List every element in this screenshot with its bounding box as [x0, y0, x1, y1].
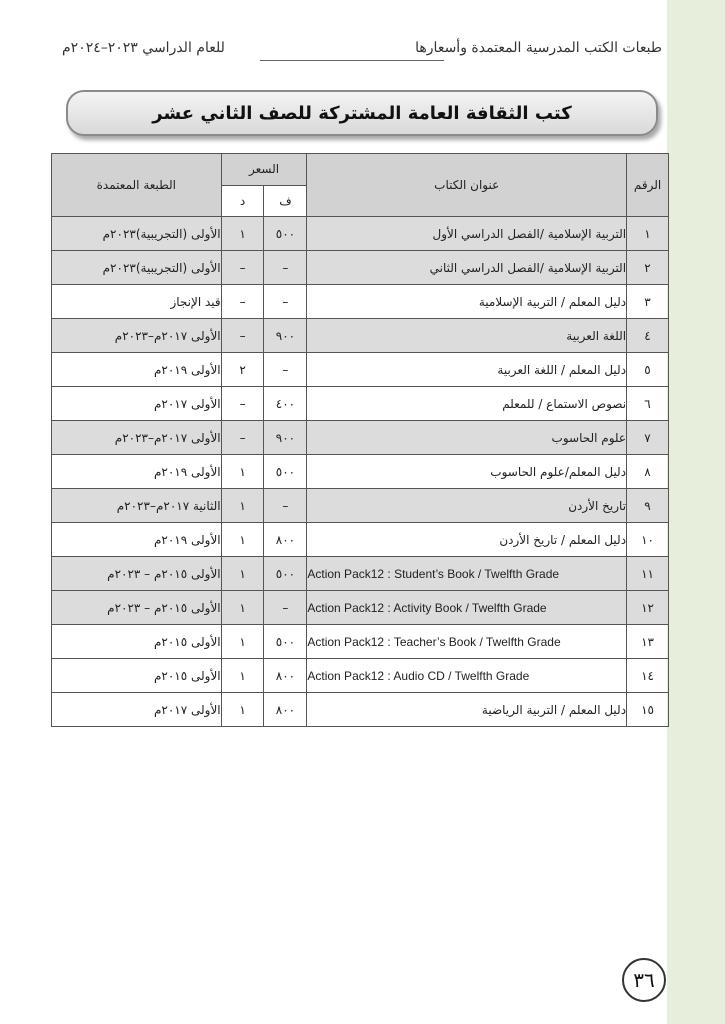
table-row [52, 217, 669, 251]
side-color-strip [667, 0, 725, 1024]
header-fils: ف [264, 185, 307, 217]
table-row [52, 659, 669, 693]
row-edition: الأولى ٢٠١٧م [52, 693, 222, 727]
header-edition: الطبعة المعتمدة [52, 154, 222, 217]
row-book-title: دليل المعلم / التربية الرياضية [307, 693, 627, 727]
header-book-title: عنوان الكتاب [307, 154, 627, 217]
row-price-fils: ٥٠٠ [264, 625, 307, 659]
row-book-title: نصوص الاستماع / للمعلم [307, 387, 627, 421]
table-row [52, 455, 669, 489]
row-edition: الأولى ٢٠١٥م – ٢٠٢٣م [52, 557, 222, 591]
row-book-title: دليل المعلم / تاريخ الأردن [307, 523, 627, 557]
section-title-box [66, 90, 658, 136]
row-book-title: Action Pack12 : Audio CD / Twelfth Grade [307, 659, 627, 693]
row-book-title: Action Pack12 : Activity Book / Twelfth Grade [307, 591, 627, 625]
table-row [52, 489, 669, 523]
row-book-title: التربية الإسلامية /الفصل الدراسي الثاني [307, 251, 627, 285]
running-header-year: للعام الدراسي ٢٠٢٣–٢٠٢٤م [62, 40, 225, 56]
row-price-dinar: ١ [221, 625, 264, 659]
page-number: ٣٦ [622, 958, 666, 1002]
row-number: ١٠ [627, 523, 669, 557]
row-number: ٩ [627, 489, 669, 523]
row-price-dinar: ١ [221, 557, 264, 591]
row-price-fils: ٩٠٠ [264, 319, 307, 353]
row-edition: الأولى ٢٠١٥م – ٢٠٢٣م [52, 591, 222, 625]
running-header-rule [260, 60, 444, 61]
row-price-dinar: ٢ [221, 353, 264, 387]
running-header [62, 40, 662, 62]
row-edition: قيد الإنجاز [52, 285, 222, 319]
row-price-fils: – [264, 251, 307, 285]
row-book-title: دليل المعلم/علوم الحاسوب [307, 455, 627, 489]
row-book-title: دليل المعلم / اللغة العربية [307, 353, 627, 387]
row-edition: الأولى ٢٠١٥م [52, 625, 222, 659]
row-edition: الأولى ٢٠١٥م [52, 659, 222, 693]
table-row [52, 693, 669, 727]
row-edition: الأولى ٢٠١٩م [52, 353, 222, 387]
table-row [52, 387, 669, 421]
table-row [52, 523, 669, 557]
row-number: ١٤ [627, 659, 669, 693]
table-row [52, 319, 669, 353]
table-row [52, 591, 669, 625]
row-price-fils: ٥٠٠ [264, 557, 307, 591]
row-price-fils: ٤٠٠ [264, 387, 307, 421]
row-price-dinar: ١ [221, 455, 264, 489]
header-dinar: د [221, 185, 264, 217]
row-price-dinar: ١ [221, 523, 264, 557]
row-number: ١٥ [627, 693, 669, 727]
header-price: السعر [221, 154, 307, 186]
table-row [52, 625, 669, 659]
section-title: كتب الثقافة العامة المشتركة للصف الثاني عشر [152, 102, 572, 124]
row-book-title: اللغة العربية [307, 319, 627, 353]
row-price-dinar: ١ [221, 217, 264, 251]
row-number: ٦ [627, 387, 669, 421]
row-edition: الأولى ٢٠١٧م–٢٠٢٣م [52, 421, 222, 455]
books-table [51, 153, 669, 727]
row-edition: الثانية ٢٠١٧م–٢٠٢٣م [52, 489, 222, 523]
row-price-fils: – [264, 285, 307, 319]
row-price-dinar: ١ [221, 591, 264, 625]
row-price-fils: – [264, 489, 307, 523]
running-header-title: طبعات الكتب المدرسية المعتمدة وأسعارها [415, 40, 662, 56]
row-book-title: Action Pack12 : Student’s Book / Twelfth Grade [307, 557, 627, 591]
row-number: ١ [627, 217, 669, 251]
row-price-dinar: – [221, 387, 264, 421]
row-number: ٣ [627, 285, 669, 319]
row-number: ٧ [627, 421, 669, 455]
table-row [52, 353, 669, 387]
table-row [52, 285, 669, 319]
row-price-fils: ٥٠٠ [264, 455, 307, 489]
row-price-dinar: – [221, 319, 264, 353]
row-edition: الأولى ٢٠١٩م [52, 523, 222, 557]
row-book-title: Action Pack12 : Teacher’s Book / Twelfth Grade [307, 625, 627, 659]
row-book-title: تاريخ الأردن [307, 489, 627, 523]
row-edition: الأولى ٢٠١٧م [52, 387, 222, 421]
row-edition: الأولى (التجريبية)٢٠٢٣م [52, 217, 222, 251]
row-number: ١٢ [627, 591, 669, 625]
row-price-fils: ٨٠٠ [264, 693, 307, 727]
row-book-title: التربية الإسلامية /الفصل الدراسي الأول [307, 217, 627, 251]
row-edition: الأولى ٢٠١٩م [52, 455, 222, 489]
row-price-dinar: ١ [221, 659, 264, 693]
row-edition: الأولى (التجريبية)٢٠٢٣م [52, 251, 222, 285]
row-number: ٢ [627, 251, 669, 285]
table-row [52, 421, 669, 455]
row-book-title: علوم الحاسوب [307, 421, 627, 455]
header-number: الرقم [627, 154, 669, 217]
row-price-fils: – [264, 353, 307, 387]
row-price-dinar: – [221, 421, 264, 455]
row-price-dinar: – [221, 251, 264, 285]
row-price-fils: ٥٠٠ [264, 217, 307, 251]
row-price-fils: – [264, 591, 307, 625]
row-price-dinar: ١ [221, 489, 264, 523]
row-price-fils: ٩٠٠ [264, 421, 307, 455]
row-price-fils: ٨٠٠ [264, 523, 307, 557]
row-price-dinar: ١ [221, 693, 264, 727]
table-row [52, 557, 669, 591]
row-number: ٤ [627, 319, 669, 353]
row-number: ٥ [627, 353, 669, 387]
row-number: ٨ [627, 455, 669, 489]
row-price-fils: ٨٠٠ [264, 659, 307, 693]
row-number: ١٣ [627, 625, 669, 659]
row-price-dinar: – [221, 285, 264, 319]
row-edition: الأولى ٢٠١٧م–٢٠٢٣م [52, 319, 222, 353]
table-row [52, 251, 669, 285]
row-book-title: دليل المعلم / التربية الإسلامية [307, 285, 627, 319]
row-number: ١١ [627, 557, 669, 591]
